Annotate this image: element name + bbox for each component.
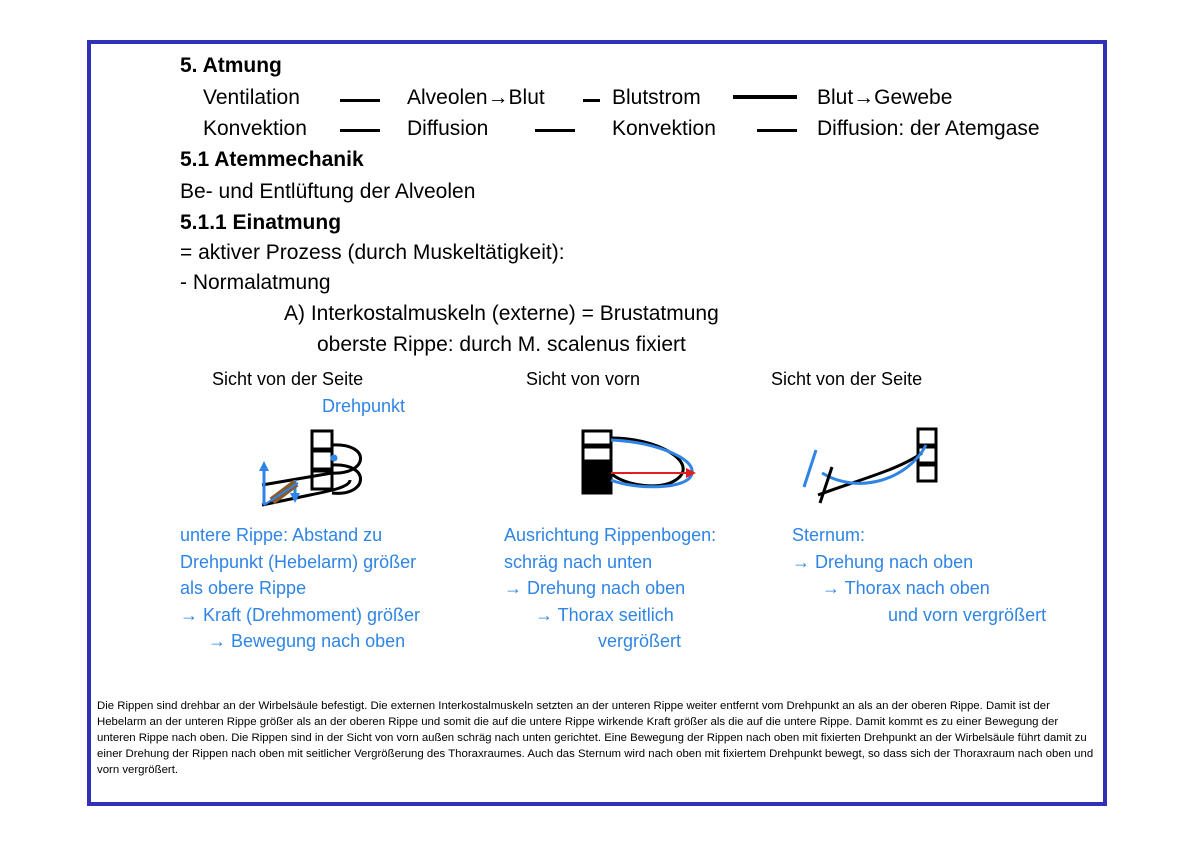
footnote-paragraph: Die Rippen sind drehbar an der Wirbelsäule befestigt. Die externen Interkostalmuskeln setzten an der unteren Rippe weiter entfernt vom Drehpunkt an als an der oberen Rippe. Damit ist der Hebelarm an der unteren Rippe größer als an der oberen Rippe und somit die auf die untere Rippe wirkende Kraft größer als die auf die untere Rippe. Damit kommt es zu einer Bewegung der unteren Rippe nach oben. Die Rippen sind in der Sicht von vorn außen schräg nach unten gerichtet. Eine Bewegung der Rippen nach oben mit fixierten Drehpunkt an der Wirbelsäule führt damit zu einer Drehung der Rippen nach oben mit seitlicher Vergrößerung des Thoraxraumes. Auch das Sternum wird nach oben mit fixiertem Drehpunkt bewegt, so dass sich der Thoraxraum nach oben und vorn vergrößert.: [97, 700, 1094, 776]
col3-line: und vorn vergrößert: [888, 604, 1047, 625]
flow-konvektion: Konvektion: [203, 117, 307, 140]
flow-connector: [733, 95, 797, 99]
flow-diffusion-atemgase: Diffusion: der Atemgase: [817, 117, 1040, 140]
flow-diffusion: Diffusion: [407, 117, 489, 140]
col2-line: Ausrichtung Rippenbogen:: [504, 525, 717, 545]
text-line: oberste Rippe: durch M. scalenus fixiert: [317, 333, 686, 356]
flow-alveolen-blut: Alveolen→Blut: [407, 86, 545, 109]
flow-connector: [583, 99, 600, 102]
rib-front-diagram: [580, 428, 710, 498]
view-caption-side: Sicht von der Seite: [212, 369, 364, 389]
text-line: = aktiver Prozess (durch Muskeltätigkeit):: [180, 241, 565, 264]
subsection-heading: 5.1.1 Einatmung: [180, 211, 342, 234]
sternum-diagram: [798, 425, 943, 515]
section-text: Be- und Entlüftung der Alveolen: [180, 180, 476, 203]
flow-connector: [340, 129, 380, 132]
col1-line: Drehpunkt (Hebelarm) größer: [180, 551, 417, 572]
explanation-lower-rib: [180, 522, 420, 655]
explanation-rib-arch: [504, 522, 716, 655]
flow-konvektion-2: Konvektion: [612, 117, 716, 140]
view-caption-front: Sicht von vorn: [526, 369, 641, 389]
flow-connector: [535, 129, 575, 132]
col2-line: → Thorax seitlich: [535, 604, 674, 625]
flow-connector: [340, 99, 380, 102]
col3-line: Sternum:: [792, 525, 866, 545]
flow-ventilation: Ventilation: [203, 86, 300, 109]
view-caption-side-2: Sicht von der Seite: [771, 369, 923, 389]
col1-line: → Kraft (Drehmoment) größer: [180, 604, 421, 625]
col2-line: vergrößert: [598, 631, 682, 651]
flow-blutstrom: Blutstrom: [612, 86, 701, 109]
pivot-label: Drehpunkt: [322, 396, 406, 416]
rib-side-diagram: [250, 425, 370, 515]
page-title: 5. Atmung: [180, 54, 282, 77]
explanation-sternum: [792, 522, 1046, 628]
flow-connector: [757, 129, 797, 132]
flow-blut-gewebe: Blut→Gewebe: [817, 86, 953, 109]
col2-line: → Drehung nach oben: [504, 578, 686, 598]
col1-line: als obere Rippe: [180, 578, 307, 598]
col2-line: schräg nach unten: [504, 551, 653, 572]
text-line: - Normalatmung: [180, 271, 331, 294]
col1-line: → Bewegung nach oben: [208, 631, 406, 651]
col3-line: → Thorax nach oben: [822, 578, 990, 598]
col3-line: → Drehung nach oben: [792, 551, 974, 572]
section-heading: 5.1 Atemmechanik: [180, 148, 364, 171]
col1-line: untere Rippe: Abstand zu: [180, 525, 383, 545]
text-line: A) Interkostalmuskeln (externe) = Brustatmung: [284, 302, 719, 325]
